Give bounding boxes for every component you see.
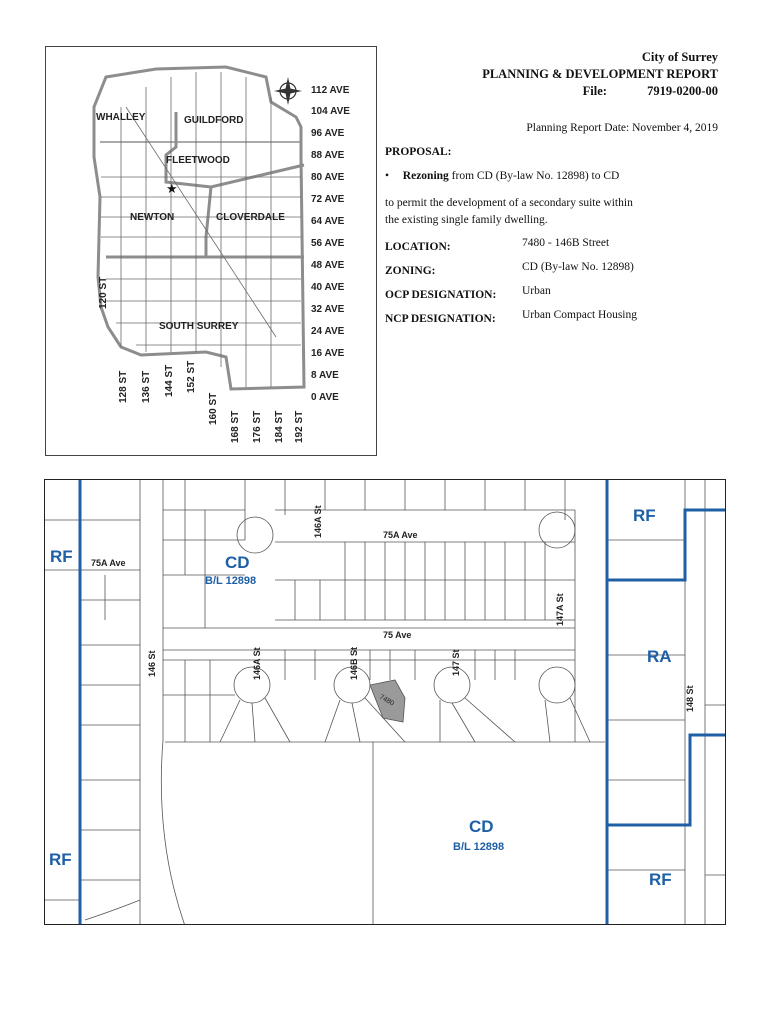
field-label: OCP DESIGNATION: bbox=[385, 289, 497, 301]
field-ncp bbox=[385, 309, 496, 327]
key-map-drawing bbox=[46, 47, 378, 457]
report-date: Planning Report Date: November 4, 2019 bbox=[526, 122, 718, 134]
cd-zone-top: CD bbox=[225, 553, 250, 572]
street-label: 148 St bbox=[685, 685, 695, 712]
street-label: 128 ST bbox=[118, 370, 129, 403]
file-line bbox=[482, 83, 718, 100]
field-zoning bbox=[385, 261, 435, 279]
ave-label: 96 AVE bbox=[311, 128, 345, 139]
zone-label: RF bbox=[49, 850, 72, 869]
subject-lot-label: 7480 bbox=[378, 693, 395, 708]
street-label: 75A Ave bbox=[91, 558, 126, 568]
field-label: ZONING: bbox=[385, 265, 436, 277]
report-header bbox=[482, 49, 718, 100]
ave-label: 32 AVE bbox=[311, 304, 345, 315]
field-zoning-value: CD (By-law No. 12898) bbox=[522, 261, 634, 273]
file-label: File: bbox=[582, 84, 607, 98]
rezoning-label: Rezoning bbox=[402, 170, 449, 182]
field-ocp bbox=[385, 285, 496, 303]
compass-rose-icon bbox=[274, 77, 302, 105]
area-fleetwood: FLEETWOOD bbox=[166, 155, 230, 166]
area-whalley: WHALLEY bbox=[96, 112, 146, 123]
field-location bbox=[385, 237, 451, 255]
street-label: 184 ST bbox=[274, 410, 285, 443]
street-label: 146 St bbox=[147, 650, 157, 677]
proposal-heading: PROPOSAL: bbox=[385, 146, 452, 158]
zone-label: RF bbox=[649, 870, 672, 889]
street-label: 144 ST bbox=[164, 364, 175, 397]
street-label: 120 ST bbox=[98, 276, 109, 309]
cd-bylaw-bottom: B/L 12898 bbox=[453, 841, 505, 853]
ave-label: 48 AVE bbox=[311, 260, 345, 271]
area-cloverdale: CLOVERDALE bbox=[216, 212, 285, 223]
street-label: 75 Ave bbox=[383, 630, 412, 640]
street-label: 160 ST bbox=[208, 392, 219, 425]
field-location-value: 7480 - 146B Street bbox=[522, 237, 610, 249]
report-type: PLANNING & DEVELOPMENT REPORT bbox=[482, 67, 718, 81]
org-name: City of Surrey bbox=[641, 50, 718, 64]
cd-zone-bottom: CD bbox=[469, 817, 494, 836]
field-ocp-value: Urban bbox=[522, 285, 551, 297]
ave-label: 16 AVE bbox=[311, 348, 345, 359]
street-label: 146A St bbox=[252, 647, 262, 680]
description-line: to permit the development of a secondary suite within bbox=[385, 197, 633, 209]
street-label: 152 ST bbox=[186, 360, 197, 393]
street-label: 147A St bbox=[555, 593, 565, 626]
area-south-surrey: SOUTH SURREY bbox=[159, 321, 239, 332]
bullet-icon: • bbox=[385, 170, 390, 182]
area-guildford: GUILDFORD bbox=[184, 115, 244, 126]
site-map-drawing bbox=[45, 480, 726, 925]
street-label: 136 ST bbox=[141, 370, 152, 403]
ave-label: 24 AVE bbox=[311, 326, 345, 337]
proposal-description bbox=[385, 195, 633, 229]
zone-label: RA bbox=[647, 647, 672, 666]
file-number: 7919-0200-00 bbox=[647, 84, 718, 98]
street-label: 147 St bbox=[451, 649, 461, 676]
ave-label: 112 AVE bbox=[311, 85, 350, 96]
street-label: 168 ST bbox=[230, 410, 241, 443]
zone-label: RF bbox=[50, 547, 73, 566]
field-ncp-value: Urban Compact Housing bbox=[522, 309, 637, 321]
ave-label: 64 AVE bbox=[311, 216, 345, 227]
street-label: 192 ST bbox=[294, 410, 305, 443]
site-map bbox=[44, 479, 726, 925]
key-map bbox=[45, 46, 377, 456]
field-label: LOCATION: bbox=[385, 241, 451, 253]
cd-bylaw-top: B/L 12898 bbox=[205, 575, 257, 587]
street-label: 176 ST bbox=[252, 410, 263, 443]
ave-label: 8 AVE bbox=[311, 370, 339, 381]
ave-label: 56 AVE bbox=[311, 238, 345, 249]
star-icon: ★ bbox=[166, 181, 178, 196]
ave-label: 104 AVE bbox=[311, 106, 350, 117]
street-label: 146B St bbox=[349, 646, 359, 680]
ave-label: 0 AVE bbox=[311, 392, 339, 403]
ave-label: 88 AVE bbox=[311, 150, 345, 161]
zone-label: RF bbox=[633, 506, 656, 525]
ave-label: 40 AVE bbox=[311, 282, 345, 293]
area-newton: NEWTON bbox=[130, 212, 175, 223]
ave-label: 72 AVE bbox=[311, 194, 345, 205]
street-label: 146A St bbox=[313, 505, 323, 538]
proposal-bullet bbox=[385, 170, 619, 182]
description-line: the existing single family dwelling. bbox=[385, 214, 548, 226]
street-label: 75A Ave bbox=[383, 530, 418, 540]
rezoning-text: from CD (By-law No. 12898) to CD bbox=[448, 170, 620, 182]
field-label: NCP DESIGNATION: bbox=[385, 313, 496, 325]
ave-label: 80 AVE bbox=[311, 172, 345, 183]
